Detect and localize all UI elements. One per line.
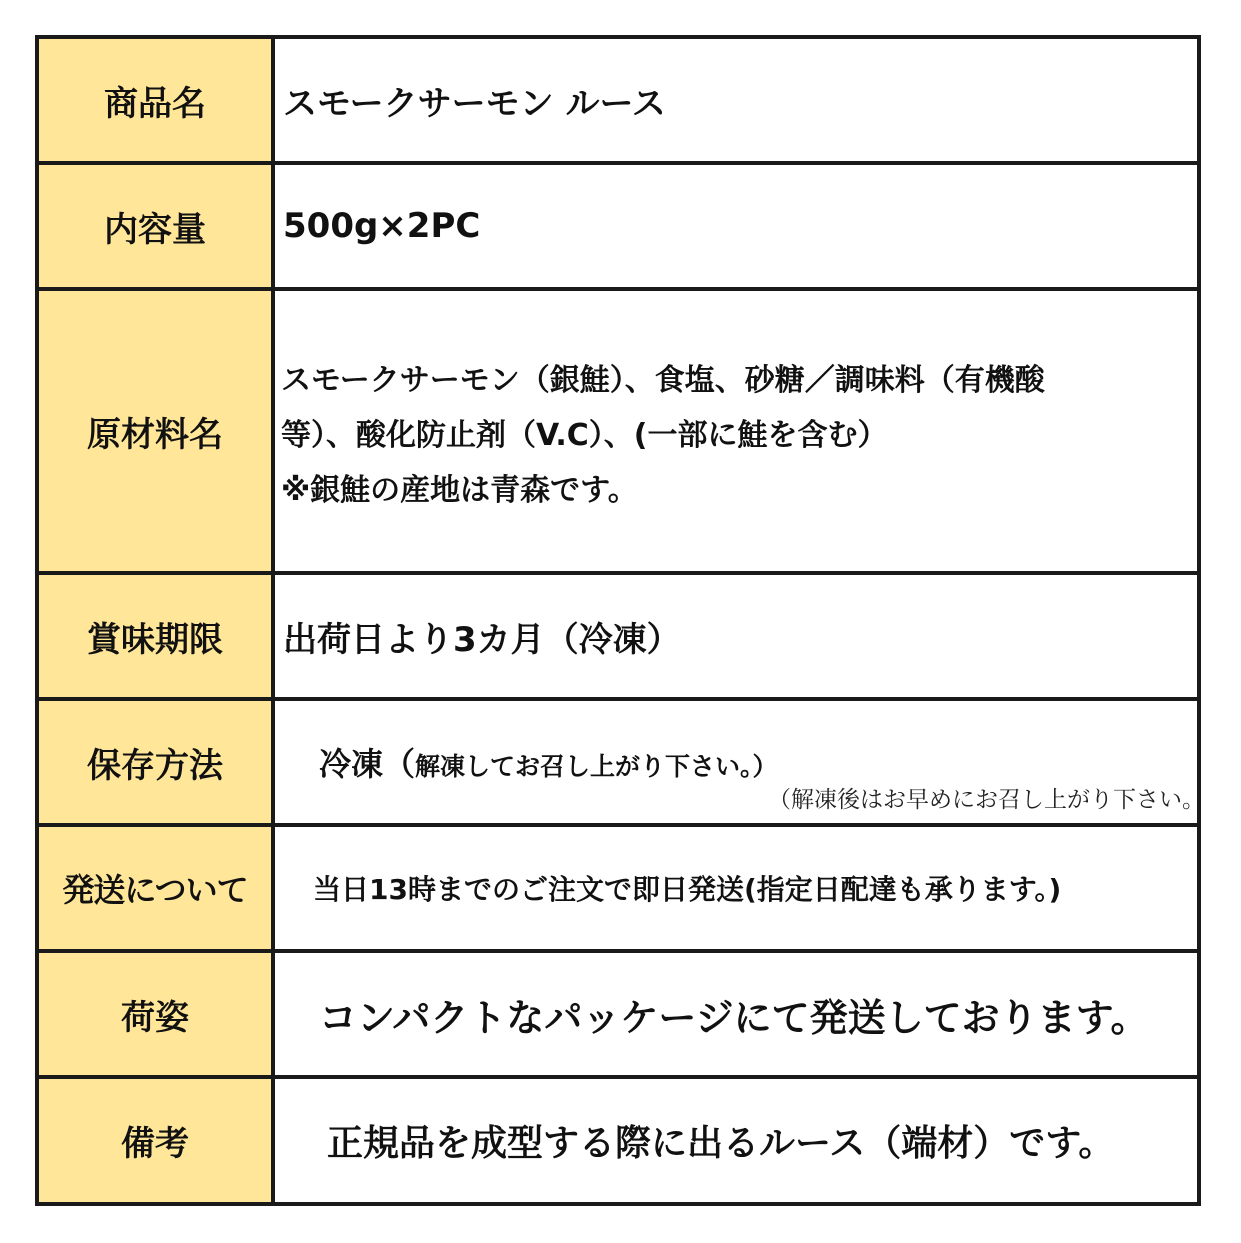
storage-note: （解凍後はお早めにお召し上がり下さい。 bbox=[768, 787, 1205, 813]
ingredients-line-2: 等）、酸化防止剤（V.C）、(一部に鮭を含む） bbox=[281, 418, 888, 453]
storage-method-main: 冷凍（ bbox=[319, 745, 416, 783]
product-name-label: 商品名 bbox=[39, 39, 275, 165]
packaging-value: コンパクトなパッケージにて発送しております。 bbox=[275, 953, 1197, 1079]
shipping-value: 当日13時までのご注文で即日発送(指定日配達も承ります。) bbox=[275, 827, 1197, 953]
product-name-value: スモークサーモン ルース bbox=[275, 39, 1197, 165]
product-spec-table bbox=[35, 35, 1205, 1206]
shipping-label: 発送について bbox=[39, 827, 275, 953]
expiry-value: 出荷日より3カ月（冷凍） bbox=[275, 575, 1197, 701]
storage-method bbox=[319, 739, 778, 785]
packaging-label: 荷姿 bbox=[39, 953, 275, 1079]
contents-value: 500g×2PC bbox=[275, 165, 1197, 291]
storage-label: 保存方法 bbox=[39, 701, 275, 827]
expiry-label: 賞味期限 bbox=[39, 575, 275, 701]
storage-value bbox=[275, 701, 1205, 827]
ingredients-origin-note: ※銀鮭の産地は青森です。 bbox=[281, 473, 638, 508]
ingredients-line-1: スモークサーモン（銀鮭）、食塩、砂糖／調味料（有機酸 bbox=[281, 363, 1045, 398]
ingredients-value bbox=[275, 291, 1197, 575]
remarks-value: 正規品を成型する際に出るルース（端材）です。 bbox=[275, 1079, 1197, 1202]
contents-label: 内容量 bbox=[39, 165, 275, 291]
remarks-label: 備考 bbox=[39, 1079, 275, 1202]
ingredients-label: 原材料名 bbox=[39, 291, 275, 575]
storage-method-detail: 解凍してお召し上がり下さい。） bbox=[415, 752, 778, 781]
